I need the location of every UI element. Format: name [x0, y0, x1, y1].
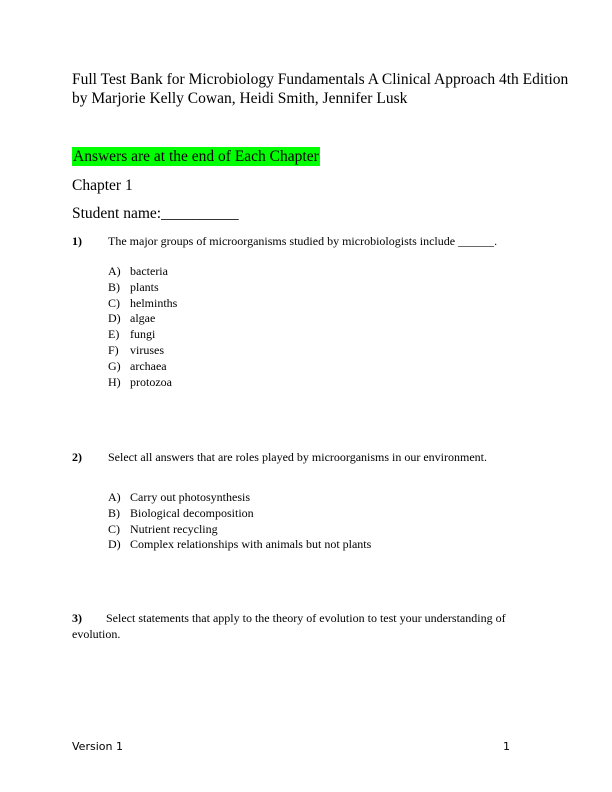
option-text: viruses	[130, 342, 164, 357]
footer-page-number: 1	[503, 740, 510, 753]
option-item	[108, 343, 177, 359]
option-item	[108, 506, 371, 522]
option-letter: B)	[108, 279, 120, 294]
question-text: The major groups of microorganisms studied by microbiologists include ______.	[108, 234, 498, 248]
option-item	[108, 280, 177, 296]
option-letter: E)	[108, 327, 120, 342]
question-text: Select all answers that are roles played by microorganisms in our environment.	[108, 450, 488, 464]
option-item	[108, 311, 177, 327]
option-letter: A)	[108, 490, 121, 504]
option-text: helminths	[130, 295, 178, 310]
option-text: protozoa	[130, 374, 172, 389]
option-text: Carry out photosynthesis	[130, 490, 250, 504]
question-1-options	[108, 264, 177, 390]
option-letter: G)	[108, 358, 121, 373]
option-item	[108, 327, 177, 343]
option-text: Nutrient recycling	[130, 521, 218, 536]
option-letter: H)	[108, 374, 121, 389]
option-item	[108, 490, 371, 506]
question-number: 1)	[72, 234, 82, 248]
title-line-1: Full Test Bank for Microbiology Fundamentals A Clinical Approach 4th Edition	[72, 71, 569, 88]
option-item	[108, 296, 177, 312]
chapter-heading: Chapter 1	[72, 177, 133, 194]
option-letter: B)	[108, 505, 120, 520]
option-item	[108, 375, 177, 391]
student-name-field: Student name:__________	[72, 205, 239, 222]
title-line-2: by Marjorie Kelly Cowan, Heidi Smith, Jennifer Lusk	[72, 90, 408, 107]
option-letter: F)	[108, 342, 119, 357]
option-item	[108, 264, 177, 280]
option-text: Complex relationships with animals but not plants	[130, 537, 372, 552]
question-number: 2)	[72, 450, 82, 464]
question-3	[72, 610, 542, 642]
document-title	[72, 70, 569, 108]
option-text: archaea	[130, 358, 167, 373]
option-letter: C)	[108, 295, 120, 310]
option-text: algae	[130, 311, 156, 326]
option-letter: A)	[108, 264, 121, 278]
option-text: Biological decomposition	[130, 505, 254, 520]
option-text: fungi	[130, 327, 156, 342]
option-item	[108, 537, 371, 553]
option-text: plants	[130, 279, 159, 294]
question-number: 3)	[72, 611, 82, 625]
option-text: bacteria	[130, 264, 168, 278]
question-text: Select statements that apply to the theory of evolution to test your understanding of evolution.	[72, 611, 506, 641]
option-letter: D)	[108, 311, 121, 326]
option-letter: D)	[108, 537, 121, 552]
answers-notice: Answers are at the end of Each Chapter	[73, 148, 319, 165]
footer-version: Version 1	[72, 740, 123, 753]
option-item	[108, 522, 371, 538]
question-2-options	[108, 490, 371, 553]
option-item	[108, 359, 177, 375]
option-letter: C)	[108, 521, 120, 536]
